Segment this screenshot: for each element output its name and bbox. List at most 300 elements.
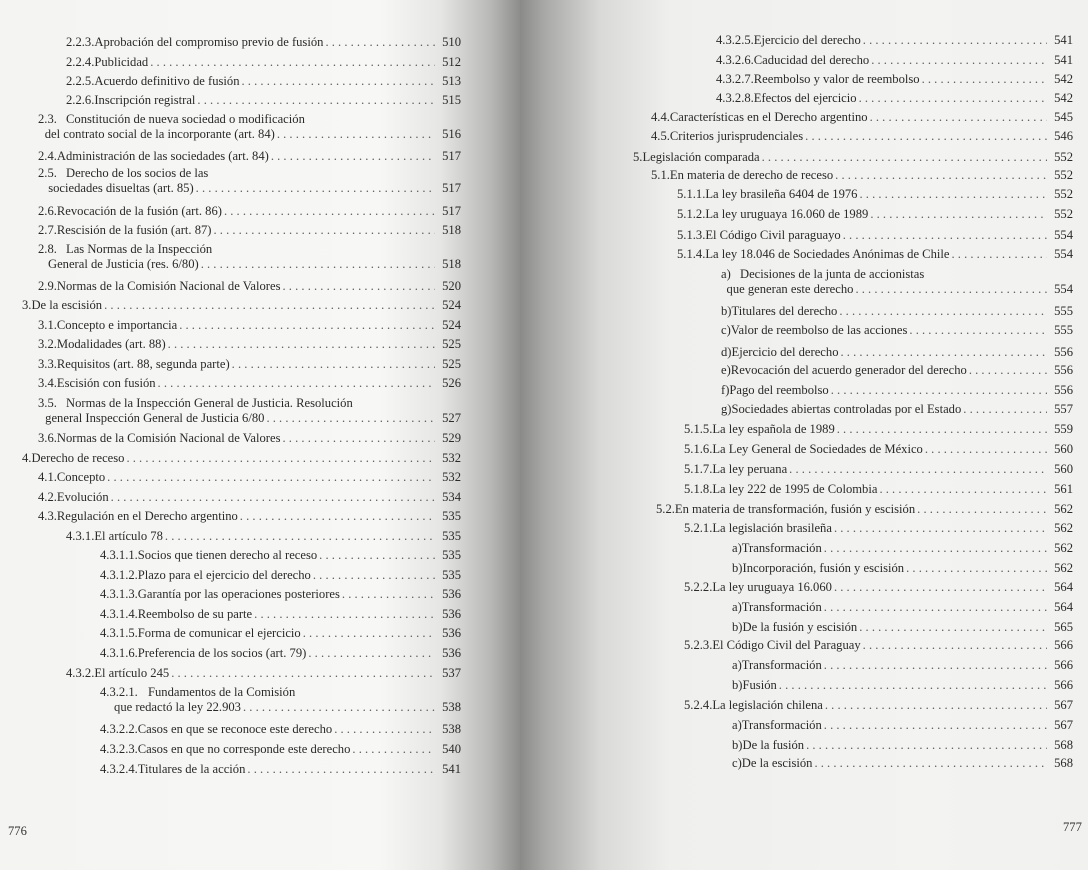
toc-entry-5-2-4: [684, 698, 1073, 713]
toc-page-number: 545: [1054, 110, 1073, 124]
toc-number: 4.1.: [38, 470, 57, 484]
toc-page-number: 562: [1054, 561, 1073, 575]
toc-number: b): [732, 561, 743, 575]
toc-page-number: 518: [442, 257, 461, 271]
toc-title: La ley española de 1989: [712, 422, 835, 436]
toc-number: 4.3.2.4.: [100, 762, 138, 776]
dot-leader: [342, 587, 435, 602]
toc-title: Ejercicio del derecho: [753, 33, 861, 47]
toc-page-number: 568: [1054, 756, 1073, 770]
toc-title: Modalidades (art. 88): [56, 337, 166, 351]
toc-page-number: 565: [1054, 620, 1073, 634]
toc-title-continued: del contrato social de la incorporante (art. 84): [44, 127, 275, 141]
dot-leader: [313, 568, 435, 583]
toc-number: 4.4.: [651, 110, 670, 124]
toc-title: De la fusión: [742, 738, 805, 752]
toc-number: 2.2.3.: [66, 35, 95, 49]
dot-leader: [242, 74, 436, 89]
dot-leader: [789, 462, 1047, 477]
toc-title: Transformación: [741, 658, 822, 672]
toc-page-number: 567: [1054, 698, 1073, 712]
dot-leader: [925, 442, 1047, 457]
toc-title: De la escisión: [31, 298, 103, 312]
toc-title: Publicidad: [94, 55, 149, 69]
toc-entry-4-3-2-1: [100, 685, 461, 715]
toc-entry-5-1-5: [684, 422, 1073, 437]
toc-number: a): [721, 267, 731, 281]
toc-title: Aprobación del compromiso previo de fusión: [94, 35, 324, 49]
toc-page-number: 538: [442, 722, 461, 736]
dot-leader: [319, 548, 435, 563]
toc-number: 2.5.: [38, 166, 57, 180]
right-page: [520, 0, 1088, 870]
toc-page-number: 566: [1054, 678, 1073, 692]
toc-entry-a-34: [732, 718, 1073, 733]
left-page: [0, 0, 520, 870]
toc-title: Requisitos (art. 88, segunda parte): [56, 357, 230, 371]
dot-leader: [963, 402, 1047, 417]
toc-entry-4-4: [651, 110, 1073, 125]
toc-entry-4-2: [38, 490, 461, 505]
toc-title-continued: General de Justicia (res. 6/80): [47, 257, 199, 271]
toc-title: De la escisión: [741, 756, 813, 770]
dot-leader: [841, 345, 1048, 360]
dot-leader: [906, 561, 1047, 576]
toc-number: g): [721, 402, 732, 416]
toc-title: Derecho de los socios de las: [66, 166, 209, 180]
dot-leader: [325, 35, 435, 50]
toc-entry-4-3-2: [66, 666, 461, 681]
dot-leader: [859, 187, 1047, 202]
toc-page-number: 561: [1054, 482, 1073, 496]
toc-title: Garantía por las operaciones posteriores: [137, 587, 340, 601]
toc-page-number: 541: [1054, 53, 1073, 67]
toc-entry-c-36: [732, 756, 1073, 771]
toc-number: 2.8.: [38, 242, 57, 256]
toc-page-number: 552: [1054, 168, 1073, 182]
toc-number: 5.1.1.: [677, 187, 706, 201]
toc-title: En materia de transformación, fusión y escisión: [674, 502, 916, 516]
toc-title: El Código Civil paraguayo: [705, 228, 841, 242]
toc-entry-2-2-3: [66, 35, 461, 50]
toc-number: 4.3.2.2.: [100, 722, 138, 736]
toc-title-continued: que redactó la ley 22.903: [114, 700, 241, 714]
toc-page-number: 560: [1054, 442, 1073, 456]
toc-title: Normas de la Comisión Nacional de Valores: [56, 431, 281, 445]
toc-page-number: 535: [442, 529, 461, 543]
dot-leader: [271, 149, 435, 164]
toc-page-number: 532: [442, 470, 461, 484]
toc-number: 5.1.3.: [677, 228, 706, 242]
toc-number: 5.: [633, 150, 643, 164]
toc-page-number: 535: [442, 509, 461, 523]
toc-number: 5.2.2.: [684, 580, 713, 594]
toc-entry-a-12: [721, 267, 1073, 297]
toc-number: 4.3.2.7.: [716, 72, 754, 86]
dot-leader: [863, 33, 1047, 48]
toc-number: 4.3.2.1.: [100, 685, 138, 699]
dot-leader: [111, 490, 435, 505]
dot-leader: [839, 304, 1047, 319]
toc-number: a): [732, 541, 742, 555]
toc-entry-4-3-2-4: [100, 762, 461, 777]
toc-page-number: 536: [442, 607, 461, 621]
toc-entry-5-1-7: [684, 462, 1073, 477]
toc-entry-3-1: [38, 318, 461, 333]
dot-leader: [843, 228, 1047, 243]
toc-title: Ejercicio del derecho: [731, 345, 839, 359]
toc-title: Evolución: [56, 490, 109, 504]
toc-title: Pago del reembolso: [729, 383, 829, 397]
dot-leader: [870, 110, 1047, 125]
dot-leader: [879, 482, 1047, 497]
dot-leader: [277, 127, 435, 142]
toc-entry-2-6: [38, 204, 461, 219]
dot-leader: [303, 626, 435, 641]
toc-title-continued: sociedades disueltas (art. 85): [48, 181, 194, 195]
toc-number: 2.2.6.: [66, 93, 95, 107]
dot-leader: [158, 376, 435, 391]
dot-leader: [859, 91, 1047, 106]
toc-number: 5.1.4.: [677, 247, 706, 261]
dot-leader: [247, 762, 435, 777]
toc-title: Fundamentos de la Comisión: [148, 685, 296, 699]
toc-page-number: 536: [442, 587, 461, 601]
toc-title: Transformación: [741, 541, 822, 555]
toc-page-number: 559: [1054, 422, 1073, 436]
toc-entry-f-17: [721, 383, 1073, 398]
toc-page-number: 532: [442, 451, 461, 465]
toc-title: El Código Civil del Paraguay: [712, 638, 861, 652]
toc-number: f): [721, 383, 730, 397]
toc-title: Decisiones de la junta de accionistas: [740, 267, 925, 281]
toc-number: 2.7.: [38, 223, 57, 237]
toc-title: La legislación chilena: [712, 698, 823, 712]
dot-leader: [922, 72, 1047, 87]
dot-leader: [779, 678, 1047, 693]
toc-entry-5-1-6: [684, 442, 1073, 457]
toc-page-number: 541: [442, 762, 461, 776]
toc-entry-3-3: [38, 357, 461, 372]
toc-title: La ley uruguaya 16.060 de 1989: [705, 207, 869, 221]
toc-page-number: 560: [1054, 462, 1073, 476]
toc-number: 3.6.: [38, 431, 57, 445]
toc-number: b): [732, 738, 743, 752]
dot-leader: [824, 658, 1047, 673]
toc-entry-5-1: [651, 168, 1073, 183]
toc-page-number: 517: [442, 181, 461, 195]
toc-page-number: 527: [442, 411, 461, 425]
toc-page-number: 537: [442, 666, 461, 680]
toc-page-number: 536: [442, 626, 461, 640]
toc-title: Revocación del acuerdo generador del derecho: [730, 363, 967, 377]
toc-number: 5.1.2.: [677, 207, 706, 221]
toc-number: 5.1.5.: [684, 422, 713, 436]
toc-entry-g-18: [721, 402, 1073, 417]
toc-title: Las Normas de la Inspección: [66, 242, 213, 256]
toc-entry-4-18: [22, 451, 461, 466]
dot-leader: [805, 129, 1047, 144]
toc-title: Titulares del derecho: [731, 304, 838, 318]
toc-title: Administración de las sociedades (art. 84): [56, 149, 269, 163]
toc-entry-2-5: [38, 166, 461, 196]
toc-number: 2.4.: [38, 149, 57, 163]
toc-entry-4-3-2-2: [100, 722, 461, 737]
toc-page-number: 554: [1054, 247, 1073, 261]
toc-number: b): [732, 678, 743, 692]
toc-title: Valor de reembolso de las acciones: [730, 323, 908, 337]
toc-page-number: 517: [442, 149, 461, 163]
toc-title: Regulación en el Derecho argentino: [56, 509, 238, 523]
toc-title: Reembolso y valor de reembolso: [753, 72, 920, 86]
toc-title: De la fusión y escisión: [742, 620, 858, 634]
dot-leader: [266, 411, 435, 426]
toc-page-number: 518: [442, 223, 461, 237]
toc-number: c): [732, 756, 742, 770]
toc-title: Socios que tienen derecho al receso: [137, 548, 318, 562]
toc-title: La ley peruana: [712, 462, 788, 476]
toc-page-number: 513: [442, 74, 461, 88]
toc-entry-5-1-4: [677, 247, 1073, 262]
toc-entry-2-2-5: [66, 74, 461, 89]
toc-page-number: 564: [1054, 600, 1073, 614]
toc-page-number: 540: [442, 742, 461, 756]
dot-leader: [825, 698, 1047, 713]
toc-entry-2-3: [38, 112, 461, 142]
toc-title: La ley uruguaya 16.060: [712, 580, 832, 594]
toc-number: 4.3.1.5.: [100, 626, 138, 640]
toc-number: b): [732, 620, 743, 634]
toc-title: Preferencia de los socios (art. 79): [137, 646, 307, 660]
toc-number: 2.9.: [38, 279, 57, 293]
toc-page-number: 515: [442, 93, 461, 107]
toc-page-number: 556: [1054, 383, 1073, 397]
toc-page-number: 556: [1054, 345, 1073, 359]
toc-number: 4.3.2.6.: [716, 53, 754, 67]
toc-entry-a-28: [732, 600, 1073, 615]
dot-leader: [762, 150, 1047, 165]
toc-number: 4.5.: [651, 129, 670, 143]
toc-page-number: 554: [1054, 228, 1073, 242]
toc-number: 4.3.2.5.: [716, 33, 754, 47]
toc-title: Efectos del ejercicio: [753, 91, 857, 105]
toc-entry-4-3-1-3: [100, 587, 461, 602]
toc-title: Casos en que no corresponde este derecho: [137, 742, 351, 756]
toc-title: Inscripción registral: [94, 93, 196, 107]
toc-page-number: 566: [1054, 658, 1073, 672]
toc-number: 2.3.: [38, 112, 57, 126]
toc-entry-e-16: [721, 363, 1073, 378]
toc-page-number: 552: [1054, 207, 1073, 221]
toc-page-number: 524: [442, 298, 461, 312]
toc-entry-3-11: [22, 298, 461, 313]
dot-leader: [917, 502, 1047, 517]
toc-entry-b-13: [721, 304, 1073, 319]
dot-leader: [969, 363, 1047, 378]
dot-leader: [283, 431, 436, 446]
page-number-left: 776: [8, 824, 27, 838]
dot-leader: [196, 181, 435, 196]
toc-entry-4-3-2-5: [716, 33, 1073, 48]
dot-leader: [834, 521, 1047, 536]
toc-title: Normas de la Inspección General de Justicia. Resolución: [66, 396, 353, 410]
toc-number: 5.2.4.: [684, 698, 713, 712]
toc-number: 5.1.6.: [684, 442, 713, 456]
toc-title: Acuerdo definitivo de fusión: [94, 74, 240, 88]
toc-number: 3.4.: [38, 376, 57, 390]
toc-title: Sociedades abiertas controladas por el Estado: [731, 402, 962, 416]
toc-entry-5-2-2: [684, 580, 1073, 595]
toc-title: Derecho de receso: [31, 451, 125, 465]
toc-title: Rescisión de la fusión (art. 87): [56, 223, 212, 237]
toc-page-number: 555: [1054, 304, 1073, 318]
toc-title: El artículo 245: [94, 666, 170, 680]
toc-entry-4-3-1: [66, 529, 461, 544]
toc-page-number: 534: [442, 490, 461, 504]
toc-entry-d-15: [721, 345, 1073, 360]
toc-entry-5-6: [633, 150, 1073, 165]
toc-title: Plazo para el ejercicio del derecho: [137, 568, 311, 582]
toc-title: Legislación comparada: [642, 150, 760, 164]
toc-number: 5.1.: [651, 168, 670, 182]
dot-leader: [107, 470, 435, 485]
toc-number: 4.3.1.2.: [100, 568, 138, 582]
toc-title: La ley brasileña 6404 de 1976: [705, 187, 858, 201]
dot-leader: [334, 722, 435, 737]
toc-number: 3.2.: [38, 337, 57, 351]
toc-entry-5-1-1: [677, 187, 1073, 202]
toc-title: Criterios jurisprudenciales: [669, 129, 804, 143]
dot-leader: [951, 247, 1047, 262]
toc-page-number: 516: [442, 127, 461, 141]
toc-number: 5.2.3.: [684, 638, 713, 652]
dot-leader: [824, 718, 1047, 733]
toc-title: Forma de comunicar el ejercicio: [137, 626, 301, 640]
toc-title: Transformación: [741, 718, 822, 732]
toc-page-number: 520: [442, 279, 461, 293]
toc-entry-b-32: [732, 678, 1073, 693]
toc-page-number: 562: [1054, 502, 1073, 516]
toc-entry-4-5: [651, 129, 1073, 144]
toc-entry-2-9: [38, 279, 461, 294]
toc-number: 4.3.2.3.: [100, 742, 138, 756]
toc-page-number: 552: [1054, 150, 1073, 164]
toc-title: Características en el Derecho argentino: [669, 110, 868, 124]
toc-title: La Ley General de Sociedades de México: [712, 442, 923, 456]
toc-title: Titulares de la acción: [137, 762, 246, 776]
dot-leader: [909, 323, 1047, 338]
toc-number: 2.2.4.: [66, 55, 95, 69]
toc-number: 3.5.: [38, 396, 57, 410]
toc-page-number: 542: [1054, 91, 1073, 105]
toc-number: 2.6.: [38, 204, 57, 218]
toc-entry-5-2-1: [684, 521, 1073, 536]
toc-number: 5.1.8.: [684, 482, 713, 496]
dot-leader: [859, 620, 1047, 635]
toc-title: Concepto e importancia: [56, 318, 178, 332]
toc-title: El artículo 78: [94, 529, 163, 543]
toc-page-number: 562: [1054, 541, 1073, 555]
toc-number: 4.3.1.4.: [100, 607, 138, 621]
toc-entry-b-26: [732, 561, 1073, 576]
toc-title: Fusión: [742, 678, 777, 692]
toc-page-number: 564: [1054, 580, 1073, 594]
toc-page-number: 541: [1054, 33, 1073, 47]
toc-number: 4.3.1.: [66, 529, 95, 543]
toc-entry-3-6: [38, 431, 461, 446]
toc-number: a): [732, 658, 742, 672]
dot-leader: [806, 738, 1047, 753]
dot-leader: [232, 357, 435, 372]
dot-leader: [870, 207, 1047, 222]
toc-entry-2-8: [38, 242, 461, 272]
toc-page-number: 538: [442, 700, 461, 714]
toc-entry-5-2-3: [684, 638, 1073, 653]
toc-page-number: 546: [1054, 129, 1073, 143]
dot-leader: [308, 646, 435, 661]
toc-entry-c-14: [721, 323, 1073, 338]
toc-number: 4.2.: [38, 490, 57, 504]
dot-leader: [863, 638, 1047, 653]
toc-entry-4-3-2-7: [716, 72, 1073, 87]
toc-number: 4.3.1.1.: [100, 548, 138, 562]
toc-number: d): [721, 345, 732, 359]
dot-leader: [165, 529, 435, 544]
dot-leader: [126, 451, 435, 466]
toc-page-number: 566: [1054, 638, 1073, 652]
toc-title: Incorporación, fusión y escisión: [742, 561, 905, 575]
toc-title: Escisión con fusión: [56, 376, 156, 390]
toc-page-number: 529: [442, 431, 461, 445]
toc-entry-4-3-1-6: [100, 646, 461, 661]
toc-entry-2-7: [38, 223, 461, 238]
dot-leader: [837, 422, 1047, 437]
dot-leader: [243, 700, 435, 715]
toc-entry-5-2: [656, 502, 1073, 517]
toc-entry-b-29: [732, 620, 1073, 635]
toc-title: Constitución de nueva sociedad o modificación: [66, 112, 305, 126]
toc-entry-5-1-2: [677, 207, 1073, 222]
dot-leader: [179, 318, 435, 333]
toc-entry-4-3-1-1: [100, 548, 461, 563]
toc-title: Casos en que se reconoce este derecho: [137, 722, 333, 736]
dot-leader: [824, 541, 1047, 556]
toc-page-number: 535: [442, 548, 461, 562]
toc-entry-5-1-3: [677, 228, 1073, 243]
dot-leader: [171, 666, 435, 681]
toc-entry-4-3-1-2: [100, 568, 461, 583]
toc-page-number: 556: [1054, 363, 1073, 377]
dot-leader: [855, 282, 1047, 297]
toc-page-number: 562: [1054, 521, 1073, 535]
dot-leader: [197, 93, 435, 108]
toc-page-number: 524: [442, 318, 461, 332]
toc-entry-3-4: [38, 376, 461, 391]
dot-leader: [824, 600, 1047, 615]
toc-number: 4.3.2.: [66, 666, 95, 680]
toc-number: c): [721, 323, 731, 337]
toc-number: 3.: [22, 298, 32, 312]
toc-number: 5.1.7.: [684, 462, 713, 476]
toc-page-number: 542: [1054, 72, 1073, 86]
toc-page-number: 525: [442, 337, 461, 351]
toc-page-number: 526: [442, 376, 461, 390]
toc-page-number: 525: [442, 357, 461, 371]
toc-number: 4.: [22, 451, 32, 465]
toc-entry-2-2-6: [66, 93, 461, 108]
toc-title-continued: general Inspección General de Justicia 6/80: [45, 411, 265, 425]
toc-title: Caducidad del derecho: [753, 53, 870, 67]
